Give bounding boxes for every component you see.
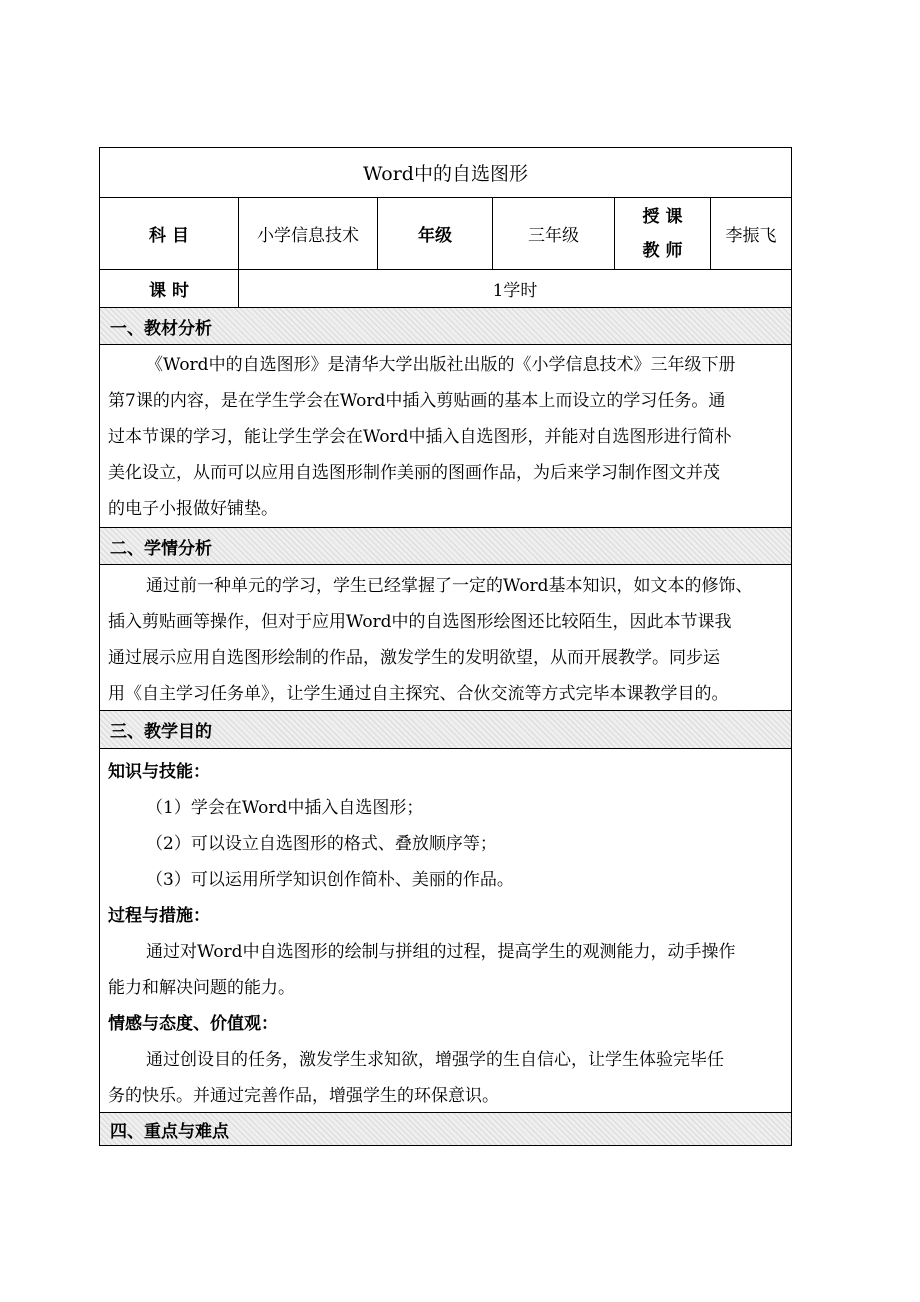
objective-item: （3）可以运用所学知识创作简朴、美丽的作品。 <box>146 870 514 890</box>
teacher-label <box>614 198 710 269</box>
document-title: Word中的自选图形 <box>363 163 528 185</box>
info-row <box>100 197 791 269</box>
paragraph-line: 美化设立，从而可以应用自选图形制作美丽的图画作品，为后来学习制作图文并茂 <box>108 463 720 483</box>
section-title: 四、重点与难点 <box>110 1121 229 1142</box>
paragraph-line: 通过前一种单元的学习，学生已经掌握了一定的Word基本知识，如文本的修饰、 <box>146 576 753 596</box>
teacher-value: 李振飞 <box>710 198 791 269</box>
hours-label: 课 时 <box>149 281 189 301</box>
hours-value: 1学时 <box>238 270 791 307</box>
section-heading-textbook-analysis <box>100 307 791 344</box>
section-title: 三、教学目的 <box>110 722 212 742</box>
section-body-learner-analysis <box>100 564 791 710</box>
subheading-knowledge: 知识与技能： <box>108 762 210 782</box>
section-heading-teaching-objectives <box>100 710 791 748</box>
paragraph-line: 通过对Word中自选图形的绘制与拼组的过程，提高学生的观测能力，动手操作 <box>146 942 736 962</box>
section-title: 一、教材分析 <box>110 318 212 339</box>
teacher-label-line2: 教 师 <box>642 240 683 261</box>
lesson-plan-table <box>99 147 792 1146</box>
section-heading-learner-analysis <box>100 527 791 564</box>
objective-item: （1）学会在Word中插入自选图形； <box>146 798 424 818</box>
paragraph-line: 通过展示应用自选图形绘制的作品，激发学生的发明欲望，从而开展教学。同步运 <box>108 648 720 668</box>
section-title: 二、学情分析 <box>110 538 212 559</box>
subheading-process: 过程与措施： <box>108 906 210 926</box>
paragraph-line: 插入剪贴画等操作，但对于应用Word中的自选图形绘图还比较陌生，因此本节课我 <box>108 612 732 632</box>
paragraph-line: 《Word中的自选图形》是清华大学出版社出版的《小学信息技术》三年级下册 <box>146 355 736 375</box>
grade-value: 三年级 <box>492 198 614 269</box>
paragraph-line: 通过创设目的任务，激发学生求知欲，增强学的生自信心，让学生体验完毕任 <box>146 1050 724 1070</box>
paragraph-line: 第7课的内容，是在学生学会在Word中插入剪贴画的基本上而设立的学习任务。通 <box>108 391 726 411</box>
subject-label: 科 目 <box>149 226 189 246</box>
teacher-label-line1: 授 课 <box>642 206 683 227</box>
paragraph-line: 能力和解决问题的能力。 <box>108 978 295 998</box>
paragraph-line: 用《自主学习任务单》，让学生通过自主探究、合伙交流等方式完毕本课教学目的。 <box>108 684 729 704</box>
paragraph-line: 的电子小报做好铺垫。 <box>108 499 278 519</box>
title-row <box>100 148 791 197</box>
section-body-teaching-objectives <box>100 748 791 1112</box>
hours-row <box>100 269 791 307</box>
section-body-textbook-analysis <box>100 344 791 527</box>
grade-label: 年级 <box>377 198 492 269</box>
subject-value: 小学信息技术 <box>238 198 377 269</box>
subheading-emotion: 情感与态度、价值观： <box>108 1014 278 1034</box>
paragraph-line: 务的快乐。并通过完善作品，增强学生的环保意识。 <box>108 1086 499 1106</box>
objective-item: （2）可以设立自选图形的格式、叠放顺序等； <box>146 834 497 854</box>
section-heading-key-points <box>100 1112 791 1145</box>
paragraph-line: 过本节课的学习，能让学生学会在Word中插入自选图形，并能对自选图形进行简朴 <box>108 427 732 447</box>
